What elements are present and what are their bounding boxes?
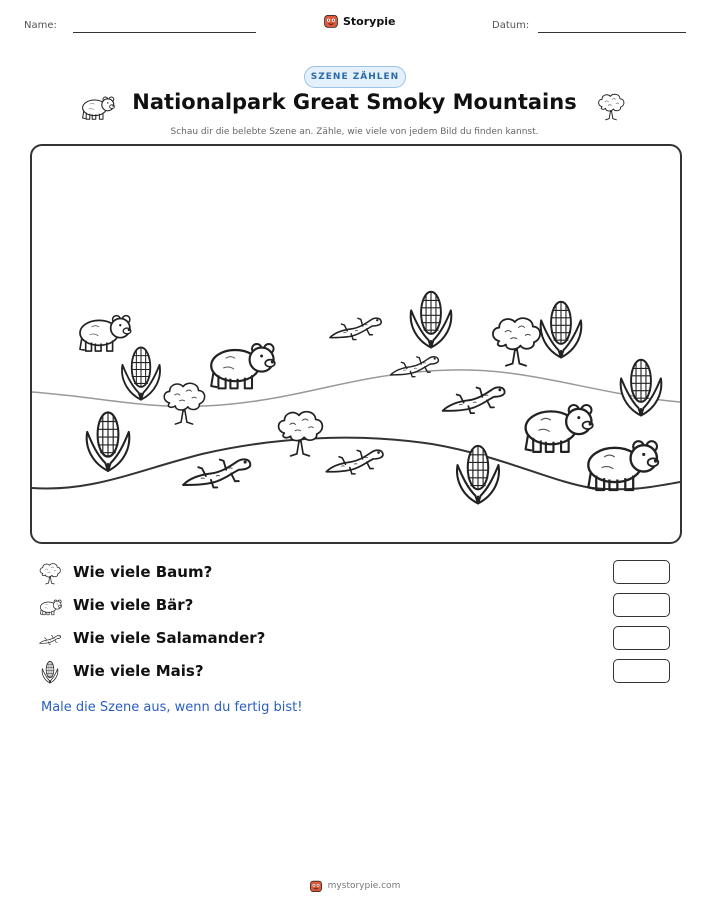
scene-salamander (443, 387, 505, 413)
answer-box[interactable] (613, 659, 670, 683)
name-label: Name: (24, 20, 57, 31)
storypie-logo-icon (323, 13, 339, 29)
question-row (38, 558, 678, 588)
scene-corn (87, 412, 130, 471)
question-text: Wie viele Baum? (73, 563, 213, 581)
scene-corn (541, 302, 582, 358)
question-row (38, 657, 678, 687)
question-text: Wie viele Salamander? (73, 629, 266, 647)
scene-salamander (326, 450, 383, 474)
scene-tree (493, 318, 540, 366)
counting-scene (30, 144, 682, 544)
scene-tree (164, 383, 204, 424)
scene-bear (526, 405, 593, 452)
scene-tree (279, 412, 323, 456)
footer (0, 879, 709, 893)
scene-bear (211, 344, 275, 388)
question-text: Wie viele Bär? (73, 596, 194, 614)
scene-corn (411, 292, 452, 348)
scene-corn (621, 360, 662, 416)
scene-bear (80, 316, 131, 352)
salamander-icon (38, 627, 62, 651)
scene-bear (588, 441, 658, 490)
answer-box[interactable] (613, 626, 670, 650)
corn-icon (38, 660, 62, 684)
category-badge: SZENE ZÄHLEN (304, 66, 406, 88)
storypie-logo-icon (309, 879, 323, 893)
date-field[interactable] (538, 32, 686, 33)
scene-illustration (32, 146, 680, 542)
name-field[interactable] (73, 32, 256, 33)
question-row (38, 624, 678, 654)
page-title: Nationalpark Great Smoky Mountains (132, 90, 577, 114)
bear-icon (38, 594, 62, 618)
coloring-note: Male die Szene aus, wenn du fertig bist! (41, 700, 303, 715)
date-label: Datum: (492, 20, 530, 31)
tree-icon (596, 91, 626, 121)
tree-icon (38, 561, 62, 585)
brand-logo (323, 13, 395, 29)
page-subtitle: Schau dir die belebte Szene an. Zähle, wie viele von jedem Bild du finden kannst. (170, 127, 539, 137)
scene-salamander (330, 318, 381, 339)
scene-corn (122, 347, 160, 399)
brand-name: Storypie (343, 14, 396, 28)
question-text: Wie viele Mais? (73, 662, 204, 680)
scene-corn (457, 446, 499, 504)
question-row (38, 591, 678, 621)
scene-salamander (391, 357, 439, 377)
scene-salamander (183, 459, 250, 487)
answer-box[interactable] (613, 593, 670, 617)
footer-url: mystorypie.com (327, 881, 401, 891)
answer-box[interactable] (613, 560, 670, 584)
